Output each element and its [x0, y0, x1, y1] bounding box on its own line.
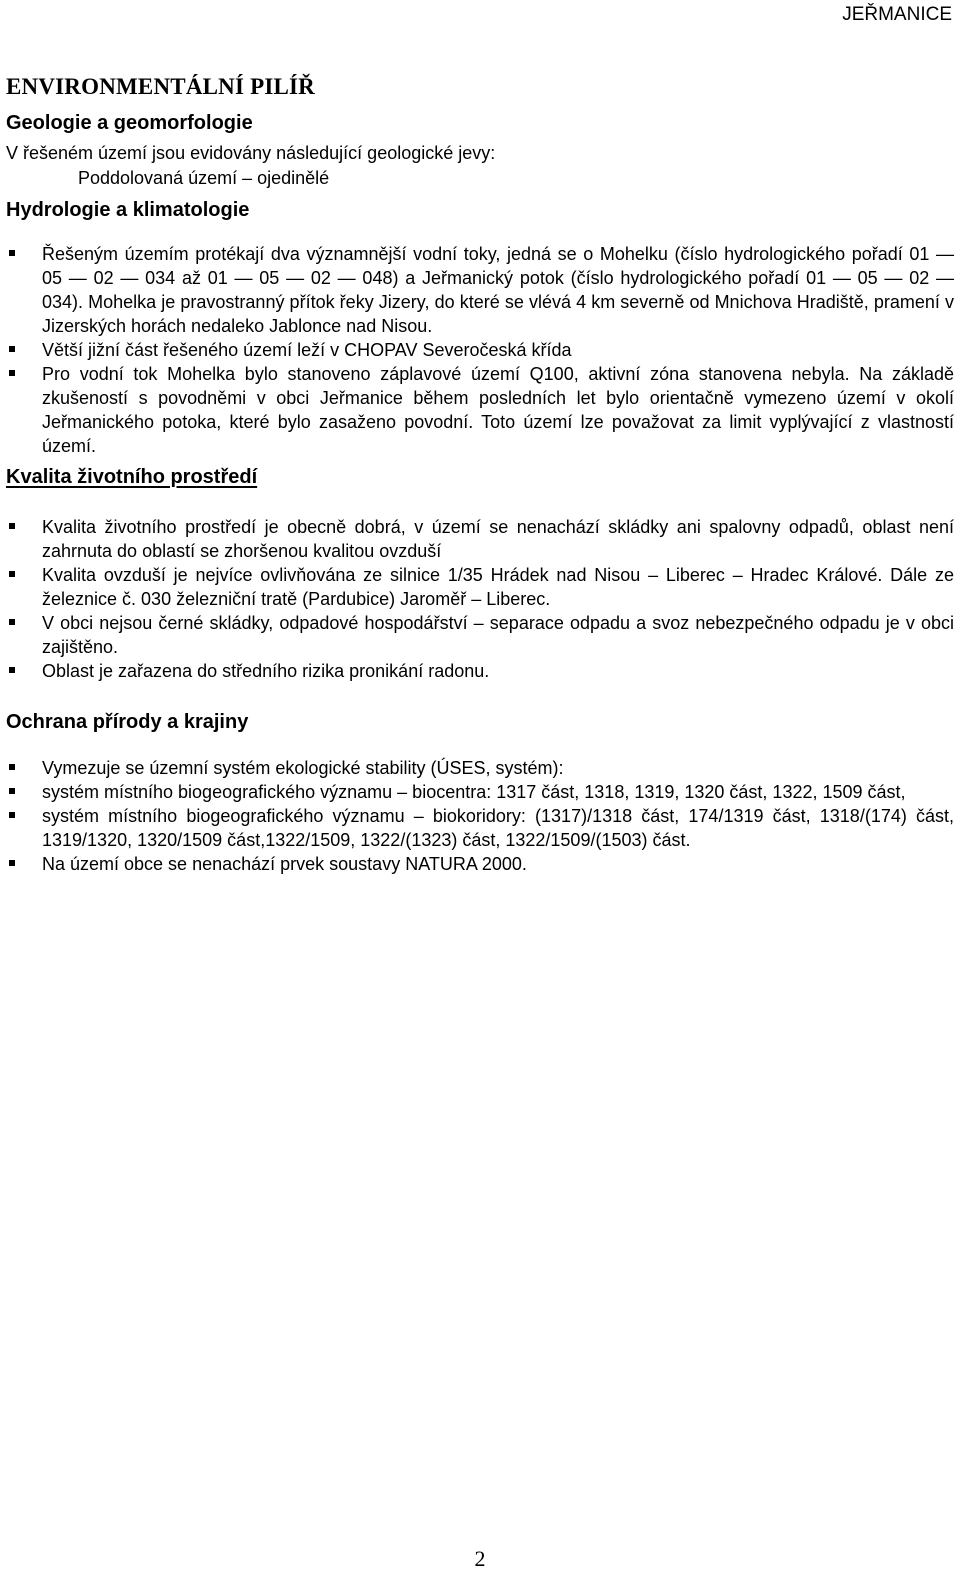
section-title: ENVIRONMENTÁLNÍ PILÍŘ: [6, 74, 315, 99]
nature-protection-list: [6, 756, 954, 876]
list-item: Kvalita ovzduší je nejvíce ovlivňována ze silnice 1/35 Hrádek nad Nisou – Liberec – Hradec Králové. Dále ze železnice č. 030 železniční tratě (Pardubice) Jaroměř – Liberec.: [6, 563, 954, 611]
running-header: JEŘMANICE: [842, 4, 952, 25]
geology-intro: V řešeném území jsou evidovány následující geologické jevy:: [6, 143, 496, 163]
list-item: Řešeným územím protékají dva významnější vodní toky, jedná se o Mohelku (číslo hydrologického pořadí 01 — 05 — 02 — 034 až 01 — 05 — 02 — 048) a Jeřmanický potok (číslo hydrologického pořadí 01 — 05 — 02 — 034). Mohelka je pravostranný přítok řeky Jizery, do které se vlévá 4 km severně od Mnichova Hradiště, pramení v Jizerských horách nedaleko Jablonce nad Nisou.: [6, 242, 954, 338]
list-item: Na území obce se nenachází prvek soustavy NATURA 2000.: [6, 852, 954, 876]
page-number: 2: [474, 1546, 486, 1571]
environment-quality-list: [6, 515, 954, 683]
geology-heading: Geologie a geomorfologie: [6, 112, 253, 134]
list-item: systém místního biogeografického významu – biocentra: 1317 část, 1318, 1319, 1320 část, 1322, 1509 část,: [6, 780, 954, 804]
list-item: Kvalita životního prostředí je obecně dobrá, v území se nenachází skládky ani spalovny odpadů, oblast není zahrnuta do oblastí se zhoršenou kvalitou ovzduší: [6, 515, 954, 563]
list-item: Vymezuje se územní systém ekologické stability (ÚSES, systém):: [6, 756, 954, 780]
hydrology-list: [6, 242, 954, 458]
hydrology-heading: Hydrologie a klimatologie: [6, 199, 250, 221]
list-item: Větší jižní část řešeného území leží v CHOPAV Severočeská křída: [6, 338, 954, 362]
environment-quality-heading: Kvalita životního prostředí: [6, 466, 258, 488]
nature-protection-heading: Ochrana přírody a krajiny: [6, 711, 249, 733]
list-item: Oblast je zařazena do středního rizika pronikání radonu.: [6, 659, 954, 683]
list-item: systém místního biogeografického významu – biokoridory: (1317)/1318 část, 174/1319 část, 1318/(174) část, 1319/1320, 1320/1509 část,1322/1509, 1322/(1323) část, 1322/1509/(1503) část.: [6, 804, 954, 852]
list-item: Pro vodní tok Mohelka bylo stanoveno záplavové území Q100, aktivní zóna stanovena nebyla. Na základě zkušeností s povodněmi v obci Jeřmanice během posledních let bylo orientačně vymezeno území v okolí Jeřmanického potoka, které bylo zasaženo povodní. Toto území lze považovat za limit vyplývající z vlastností území.: [6, 362, 954, 458]
list-item: V obci nejsou černé skládky, odpadové hospodářství – separace odpadu a svoz nebezpečného odpadu je v obci zajištěno.: [6, 611, 954, 659]
page-body: [6, 74, 954, 876]
geology-item: Poddolovaná území – ojedinělé: [78, 168, 330, 188]
